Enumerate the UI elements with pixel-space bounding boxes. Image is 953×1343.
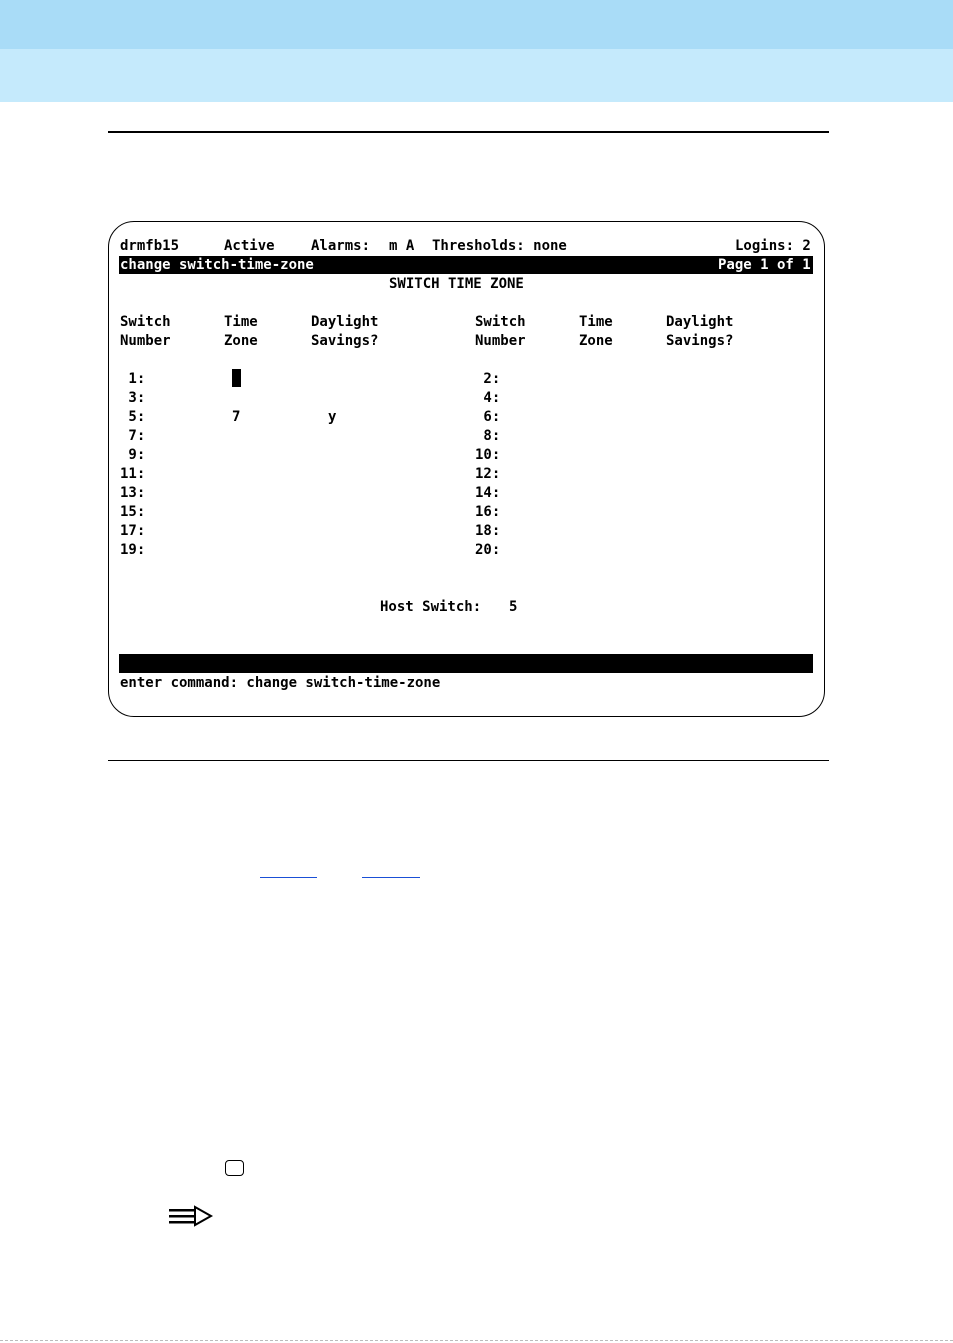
status-host: drmfb15 [120, 238, 180, 254]
switch-number-label: 19: [120, 542, 146, 558]
switch-number-label: 17: [120, 523, 146, 539]
switch-number-label: 9: [120, 447, 146, 463]
page-bottom-edge [0, 1340, 953, 1342]
switch-number-label: 11: [120, 466, 146, 482]
bottom-rule [108, 760, 829, 761]
switch-number-label: 12: [475, 466, 501, 482]
header-daylight: Daylight [311, 314, 379, 330]
header-savings: Savings? [666, 333, 734, 349]
key-icon [225, 1160, 244, 1176]
header-zone: Zone [224, 333, 258, 349]
switch-number-label: 2: [475, 371, 501, 387]
status-logins: Logins: 2 [735, 238, 811, 254]
switch-number-label: 15: [120, 504, 146, 520]
host-switch-field[interactable]: 5 [509, 599, 518, 615]
header-switch: Switch [475, 314, 526, 330]
header-band-bottom [0, 49, 953, 102]
top-rule [108, 131, 829, 133]
switch-number-label: 3: [120, 390, 146, 406]
header-number: Number [475, 333, 526, 349]
terminal-screen-frame [108, 221, 825, 717]
command-bar-page: Page 1 of 1 [718, 257, 811, 273]
header-daylight: Daylight [666, 314, 734, 330]
switch-number-label: 20: [475, 542, 501, 558]
header-time: Time [579, 314, 613, 330]
switch-number-label: 1: [120, 371, 146, 387]
command-bar-command: change switch-time-zone [120, 257, 314, 273]
switch-number-label: 10: [475, 447, 501, 463]
command-prompt[interactable]: enter command: change switch-time-zone [120, 675, 441, 691]
note-pencil-icon [168, 1205, 214, 1227]
header-zone: Zone [579, 333, 613, 349]
switch-number-label: 14: [475, 485, 501, 501]
status-alarms-label: Alarms: [311, 238, 371, 254]
header-time: Time [224, 314, 258, 330]
switch-number-label: 5: [120, 409, 146, 425]
switch-number-label: 18: [475, 523, 501, 539]
daylight-savings-field[interactable]: y [328, 409, 337, 425]
header-band-top [0, 0, 953, 49]
header-savings: Savings? [311, 333, 379, 349]
form-title: SWITCH TIME ZONE [389, 276, 524, 292]
link-underline[interactable] [362, 877, 420, 878]
host-switch-label: Host Switch: [380, 599, 482, 615]
text-cursor[interactable] [232, 369, 241, 387]
switch-number-label: 4: [475, 390, 501, 406]
header-number: Number [120, 333, 171, 349]
status-thresholds: Thresholds: none [432, 238, 567, 254]
message-bar [119, 654, 813, 673]
status-alarms-value: m A [389, 238, 415, 254]
switch-number-label: 16: [475, 504, 501, 520]
switch-number-label: 6: [475, 409, 501, 425]
switch-number-label: 8: [475, 428, 501, 444]
status-state: Active [224, 238, 275, 254]
switch-number-label: 13: [120, 485, 146, 501]
link-underline[interactable] [260, 877, 317, 878]
header-switch: Switch [120, 314, 171, 330]
switch-number-label: 7: [120, 428, 146, 444]
time-zone-field[interactable]: 7 [232, 409, 241, 425]
